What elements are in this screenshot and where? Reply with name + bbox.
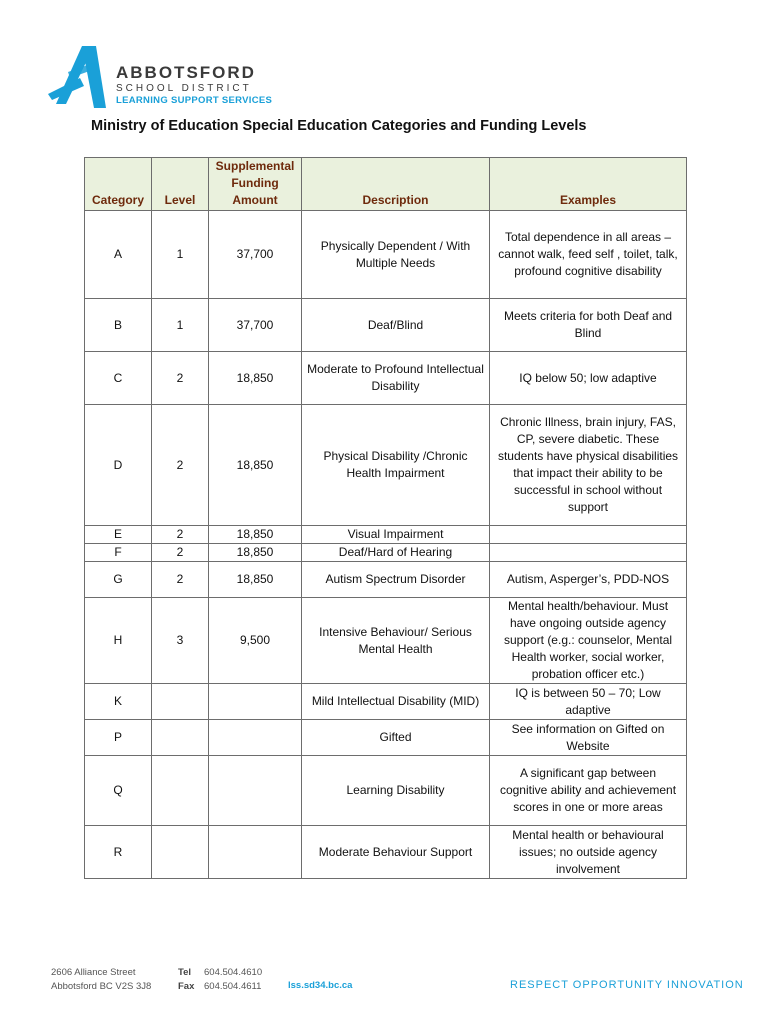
table-row (85, 562, 687, 598)
category-cell: P (85, 720, 152, 756)
tel-label: Tel (178, 967, 192, 978)
examples-cell (490, 544, 687, 562)
column-header-level: Level (152, 158, 209, 211)
table-row (85, 405, 687, 526)
table-header-row (85, 158, 687, 211)
fax-number: 604.504.4611 (204, 981, 262, 992)
amount-cell: 9,500 (209, 598, 302, 684)
examples-cell (490, 526, 687, 544)
logo-district: SCHOOL DISTRICT (116, 83, 252, 94)
amount-cell: 18,850 (209, 526, 302, 544)
description-cell: Physical Disability /Chronic Health Impairment (302, 405, 490, 526)
tel-number: 604.504.4610 (204, 967, 263, 978)
amount-cell: 37,700 (209, 299, 302, 352)
table-row (85, 598, 687, 684)
category-cell: Q (85, 756, 152, 826)
examples-cell: Chronic Illness, brain injury, FAS, CP, severe diabetic. These students have physical disabilities that impact their ability to be successful in school without support (490, 405, 687, 526)
level-cell: 2 (152, 352, 209, 405)
table-row (85, 544, 687, 562)
level-cell: 2 (152, 405, 209, 526)
description-cell: Deaf/Hard of Hearing (302, 544, 490, 562)
amount-cell: 18,850 (209, 352, 302, 405)
category-cell: E (85, 526, 152, 544)
address-street: 2606 Alliance Street (51, 967, 136, 978)
page-footer (0, 960, 768, 1000)
table-row (85, 526, 687, 544)
category-cell: R (85, 826, 152, 879)
description-cell: Gifted (302, 720, 490, 756)
examples-cell: Mental health/behaviour. Must have ongoing outside agency support (e.g.: counselor, Mental Health worker, social worker, probation officer etc.) (490, 598, 687, 684)
footer-tagline: RESPECT OPPORTUNITY INNOVATION (510, 979, 744, 991)
category-cell: B (85, 299, 152, 352)
level-cell: 2 (152, 544, 209, 562)
description-cell: Physically Dependent / With Multiple Needs (302, 211, 490, 299)
level-cell (152, 826, 209, 879)
column-header-description: Description (302, 158, 490, 211)
logo-department: LEARNING SUPPORT SERVICES (116, 95, 273, 106)
category-cell: D (85, 405, 152, 526)
table-row (85, 299, 687, 352)
examples-cell: IQ is between 50 – 70; Low adaptive (490, 684, 687, 720)
table-row (85, 720, 687, 756)
description-cell: Moderate Behaviour Support (302, 826, 490, 879)
examples-cell: Meets criteria for both Deaf and Blind (490, 299, 687, 352)
examples-cell: Autism, Asperger’s, PDD-NOS (490, 562, 687, 598)
category-cell: A (85, 211, 152, 299)
description-cell: Moderate to Profound Intellectual Disability (302, 352, 490, 405)
level-cell (152, 756, 209, 826)
category-cell: H (85, 598, 152, 684)
description-cell: Intensive Behaviour/ Serious Mental Health (302, 598, 490, 684)
abbotsford-a-mark-icon (44, 42, 114, 112)
column-header-examples: Examples (490, 158, 687, 211)
footer-contact (178, 966, 262, 994)
level-cell: 1 (152, 299, 209, 352)
amount-cell (209, 756, 302, 826)
footer-address (51, 966, 151, 994)
table-row (85, 826, 687, 879)
level-cell: 1 (152, 211, 209, 299)
level-cell: 2 (152, 526, 209, 544)
column-header-category: Category (85, 158, 152, 211)
level-cell: 2 (152, 562, 209, 598)
level-cell (152, 720, 209, 756)
category-cell: G (85, 562, 152, 598)
category-cell: F (85, 544, 152, 562)
level-cell: 3 (152, 598, 209, 684)
amount-cell: 18,850 (209, 544, 302, 562)
examples-cell: Total dependence in all areas – cannot walk, feed self , toilet, talk, profound cognitive disability (490, 211, 687, 299)
examples-cell: A significant gap between cognitive ability and achievement scores in one or more areas (490, 756, 687, 826)
description-cell: Mild Intellectual Disability (MID) (302, 684, 490, 720)
district-logo (44, 42, 274, 114)
examples-cell: See information on Gifted on Website (490, 720, 687, 756)
table-row (85, 352, 687, 405)
category-cell: C (85, 352, 152, 405)
address-city: Abbotsford BC V2S 3J8 (51, 981, 152, 992)
level-cell (152, 684, 209, 720)
table-row (85, 684, 687, 720)
description-cell: Autism Spectrum Disorder (302, 562, 490, 598)
description-cell: Learning Disability (302, 756, 490, 826)
funding-table (84, 157, 687, 879)
fax-label: Fax (178, 981, 195, 992)
table-row (85, 211, 687, 299)
examples-cell: IQ below 50; low adaptive (490, 352, 687, 405)
footer-website-link[interactable]: lss.sd34.bc.ca (288, 980, 353, 991)
description-cell: Visual Impairment (302, 526, 490, 544)
logo-name: ABBOTSFORD (116, 63, 256, 82)
category-cell: K (85, 684, 152, 720)
amount-cell (209, 826, 302, 879)
amount-cell: 18,850 (209, 562, 302, 598)
description-cell: Deaf/Blind (302, 299, 490, 352)
column-header-amount: Supplemental Funding Amount (209, 158, 302, 211)
amount-cell (209, 720, 302, 756)
amount-cell: 18,850 (209, 405, 302, 526)
examples-cell: Mental health or behavioural issues; no outside agency involvement (490, 826, 687, 879)
table-row (85, 756, 687, 826)
amount-cell: 37,700 (209, 211, 302, 299)
amount-cell (209, 684, 302, 720)
document-title: Ministry of Education Special Education Categories and Funding Levels (91, 118, 587, 134)
